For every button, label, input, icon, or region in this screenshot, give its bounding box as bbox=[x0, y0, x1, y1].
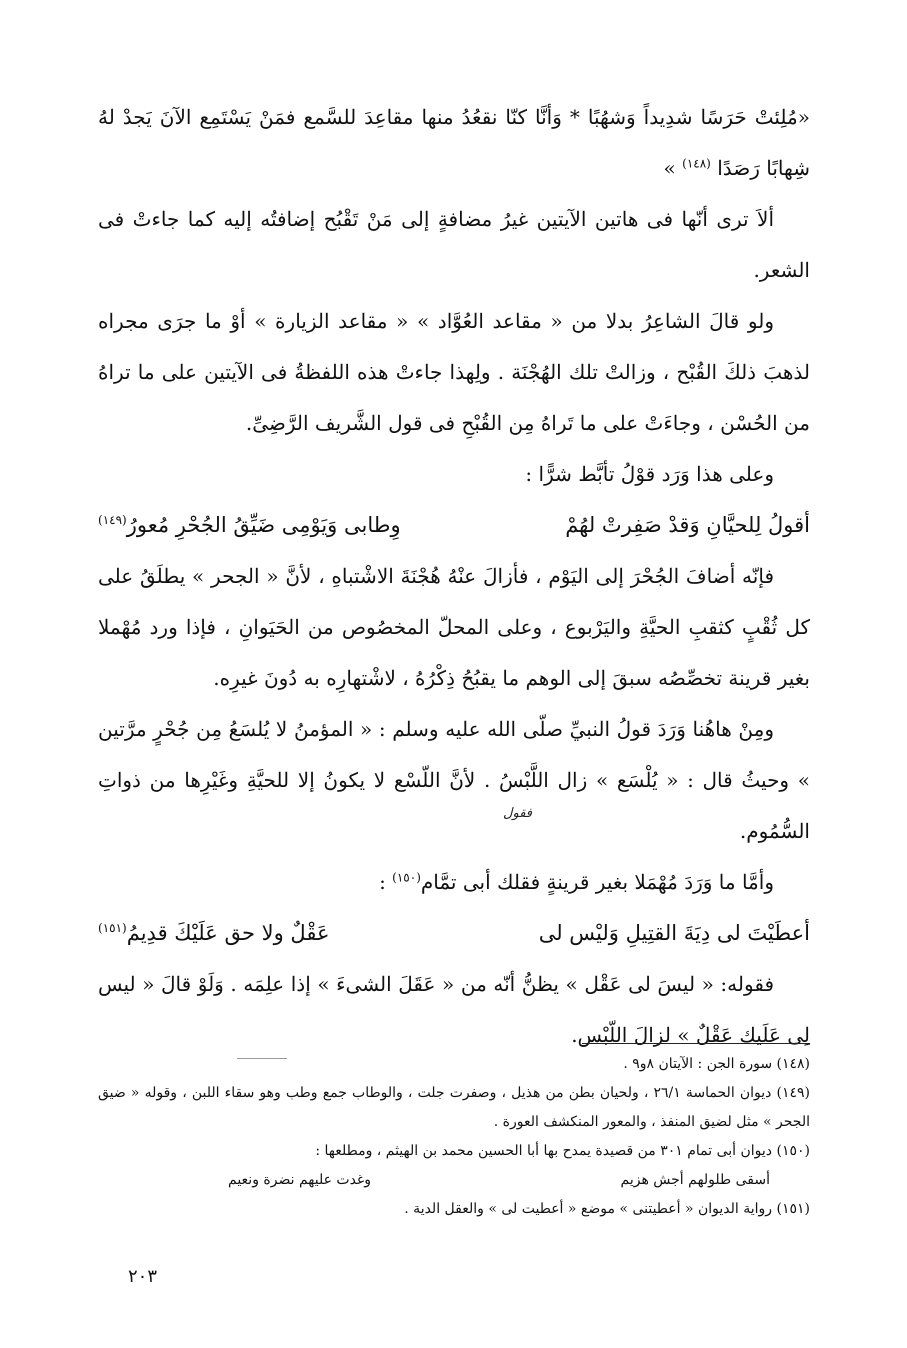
main-text bbox=[98, 92, 810, 1061]
quran-quote: «مُلِئتْ حَرَسًا شدِيداً وَشهُبًا * وَأنَّا كنّا نقعُدُ منها مقاعِدَ للسَّمع فمَنْ يَسْتَمِع الآنَ يَجدْ لهُ شِهابًا رَصَدًا $^{(١٤٨)}$ » bbox=[98, 105, 811, 180]
footnote-ref-150[interactable]: (١٥٠) bbox=[392, 870, 421, 885]
verse-hemistich-2: عَقْلٌ ولا حق عَلَيْكَ قدِيمُ$^{(١٥١)}$ bbox=[98, 921, 330, 945]
paragraph-2: ولو قالَ الشاعِرُ بدلا من « مقاعد العُوَّاد » « مقاعد الزيارة » أوْ ما جرَى مجراه لذهبَ ذلكَ القُبْح ، وزالتْ تلك الهُجْنَة . ولِهذا جاءتْ هذه اللفظةُ فى الآيتين على ما تراهُ من الحُسْن ، وجاءَتْ على ما تَراهُ مِن القُبْحِ فى قول الشَّريف الرَّضِىِّ. bbox=[98, 309, 810, 435]
footnote-148: (١٤٨) سورة الجن : الآيتان ٨و٩ . bbox=[623, 1056, 810, 1072]
verse-hemistich-1: أقولُ لِلحيَّانِ وَقدْ صَفِرتْ لهُمْ bbox=[565, 513, 810, 537]
verse-hemistich-1: أعطَيْتَ لى دِيَةَ القتِيلِ وَليْس لى bbox=[538, 921, 810, 945]
footnote-151: (١٥١) رواية الديوان « أعطيتنى » موضع « أعطيت لى » والعقل الدية . bbox=[404, 1201, 810, 1217]
verse-taabbata-sharran bbox=[98, 500, 810, 551]
paragraph-3: وعلى هذا وَرَد قوْلُ تأبَّط شرًّا : bbox=[525, 462, 774, 486]
footnote-150: (١٥٠) ديوان أبى تمام ٣٠١ من قصيدة يمدح بها أبا الحسين محمد بن الهيثم ، ومطلعها : bbox=[315, 1143, 810, 1159]
paragraph-7: فقوله: « ليسَ لى عَقْل » يظنُّ أنّه من « عَقَلَ الشىءَ » إذا علِمَه . وَلَوْ قالَ « ليس لِى عَلَيك عَقْلٌ » لزالَ اللّبْس. bbox=[98, 972, 810, 1047]
footnote-verse-hemistich-1: أسقى طلولهم أجش هزيم bbox=[620, 1172, 770, 1188]
footnote-divider bbox=[582, 1043, 810, 1044]
paragraph-4: فإنّه أضافَ الجُحْرَ إلى اليَوْم ، فأزالَ عنْهُ هُجْنَةَ الاشْتباهِ ، لأنَّ « الجحر » يطلَقُ على كل ثُقْبٍ كثقبِ الحيَّةِ واليَرْبوع ، وعلى المحلّ المخصُوص من الحَيَوانِ ، فإذا ورد مُهْملا بغير قرينة تخصِّصُه سبقَ إلى الوهم ما يقبُحُ ذِكْرُهُ ، لاشْتهارِه به دُونَ غيرِه. bbox=[98, 564, 810, 690]
verse-hemistich-2: وِطابى وَيَوْمِى ضَيِّقُ الجُحْرِ مُعورُ$^{(١٤٩)}$ bbox=[98, 513, 401, 537]
footnotes bbox=[98, 1050, 810, 1224]
footnote-149: (١٤٩) ديوان الحماسة ٢٦/١ ، ولحيان بطن من هذيل ، وصفرت جلت ، والوطاب جمع وطب وهو سقاء اللبن ، وقوله « ضيق الجحر » مثل لضيق المنفذ ، والمعور المنكشف العورة . bbox=[98, 1085, 810, 1130]
footnote-ref-148[interactable]: (١٤٨) bbox=[682, 156, 711, 171]
footnote-150-verse bbox=[98, 1166, 810, 1195]
verse-abu-tammam bbox=[98, 908, 810, 959]
paragraph-1: ألاَ ترى أنّها فى هاتين الآيتين غيرُ مضافةٍ إلى مَنْ تَقْبُح إضافتُه إليه كما جاءتْ فى الشعر. bbox=[98, 207, 810, 282]
handwritten-correction: فقول bbox=[503, 806, 532, 821]
paragraph-6: وأمَّا ما وَرَدَ مُهْمَلا بغير قرينةٍ فقلك أبى تمَّام$^{(١٥٠)}$ : bbox=[379, 870, 774, 894]
footnote-ref-149[interactable]: (١٤٩) bbox=[98, 513, 127, 527]
footnote-verse-hemistich-2: وغدت عليهم نضرة ونعيم bbox=[228, 1172, 371, 1188]
paragraph-5: ومِنْ هاهُنا وَرَدَ قولُ النبيِّ صلّى الله عليه وسلم : « المؤمنُ لا يُلسَعُ مِن جُحْرٍ مرَّتين » وحيثُ قال : « يُلْسَع » زال اللَّبْسُ . لأنَّ اللّسْع لا يكونُ إلا للحيَّةِ وغَيْرِها من ذواتِ السُّمُوم. bbox=[98, 717, 810, 843]
page-number: ٢٠٣ bbox=[128, 1266, 158, 1287]
footnote-ref-151[interactable]: (١٥١) bbox=[98, 921, 127, 935]
